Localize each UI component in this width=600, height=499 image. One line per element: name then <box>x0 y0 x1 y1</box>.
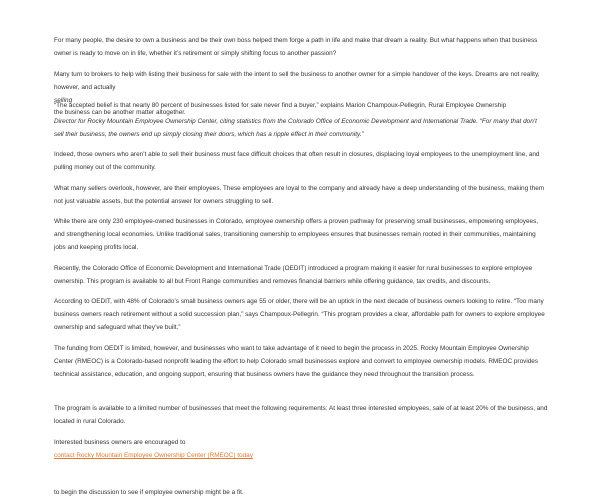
contact-rmeoc-link[interactable]: contact Rocky Mountain Employee Ownership Center (RMEOC) today <box>54 452 253 459</box>
paragraph-oedit-program: Recently, the Colorado Office of Economic Development and International Trade (OEDIT) introduced a program making it easier for rural businesses to explore employee ownership. This program is available to all but Front Range communities and removes financial barriers while offering guidance, tax credits, and discounts. <box>54 265 533 286</box>
paragraph-unable-to-sell: Indeed, those owners who aren’t able to sell their business must face difficult choices that often result in closures, displacing loyal employees to the unemployment line, and pulling money out of the community. <box>54 151 540 172</box>
paragraph-requirements: The program is available to a limited number of businesses that meet the following requirements: At least three interested employees, sale of at least 20% of the business, and located in rural Colorado. <box>54 405 548 426</box>
emphasis-selling: selling <box>54 97 73 104</box>
paragraph-funding: The funding from OEDIT is limited, however, and businesses who want to take advantage of it need to begin the process in 2025. Rocky Mountain Employee Ownership Center (RMEOC) is a Colorado-based nonprofit leading the effort to help Colorado small businesses explore and convert to employee ownership models. RMEOC provides technical assistance, education, and ongoing support, ensuring that business owners have the guidance they need throughout the transition process. <box>54 345 539 379</box>
paragraph-contact-tail: to begin the discussion to see if employee ownership might be a fit. <box>54 489 244 496</box>
contact-link-line <box>54 449 548 462</box>
paragraph-contact-intro: Interested business owners are encouraged to <box>54 439 186 446</box>
paragraph-quote-line2: Director for Rocky Mountain Employee Ownership Center, citing statistics from the Colorado Office of Economic Development and International Trade. “For many that don’t sell their business, the owners end up simply closing their doors, which has a ripple effect in their community.” <box>54 118 537 139</box>
paragraph-brokers-tail: the business can be another matter altogether. <box>54 109 186 116</box>
paragraph-intro: For many people, the desire to own a business and be their own boss helped them forge a path in life and make that dream a reality. But what happens when that business owner is ready to move on in life, whether it’s retirement or simply shifting focus to another passion? <box>54 37 538 58</box>
paragraph-retirement: According to OEDIT, with 48% of Colorado’s small business owners age 55 or older, there will be an uptick in the next decade of business owners looking to retire. “Too many business owners reach retirement without a solid succession plan,” says Champoux-Pellegrin. “This program provides a clear, affordable path for owners to explore employee ownership and safeguard what they’ve built.” <box>54 298 545 332</box>
paragraph-brokers: Many turn to brokers to help with listing their business for sale with the intent to sell the business to another owner for a simple handover of the keys. Dreams are not reality, however, and actually <box>54 71 540 92</box>
paragraph-employees: What many sellers overlook, however, are their employees. These employees are loyal to the company and already have a deep understanding of the business, making them not just valuable assets, but the potential answer for owners struggling to sell. <box>54 185 545 206</box>
paragraph-quote-line1: “The accepted belief is that nearly 80 percent of businesses listed for sale never find a buyer,” explains Marion Champoux-Pellegrin, Rural Employee Ownership <box>54 102 507 109</box>
paragraph-employee-owned: While there are only 230 employee-owned businesses in Colorado, employee ownership offers a proven pathway for preserving small businesses, empowering employees, and strengthening local economies. Unlike traditional sales, transitioning ownership to employees ensures that businesses remain rooted in their communities, maintaining jobs and keeping profits local. <box>54 218 539 252</box>
